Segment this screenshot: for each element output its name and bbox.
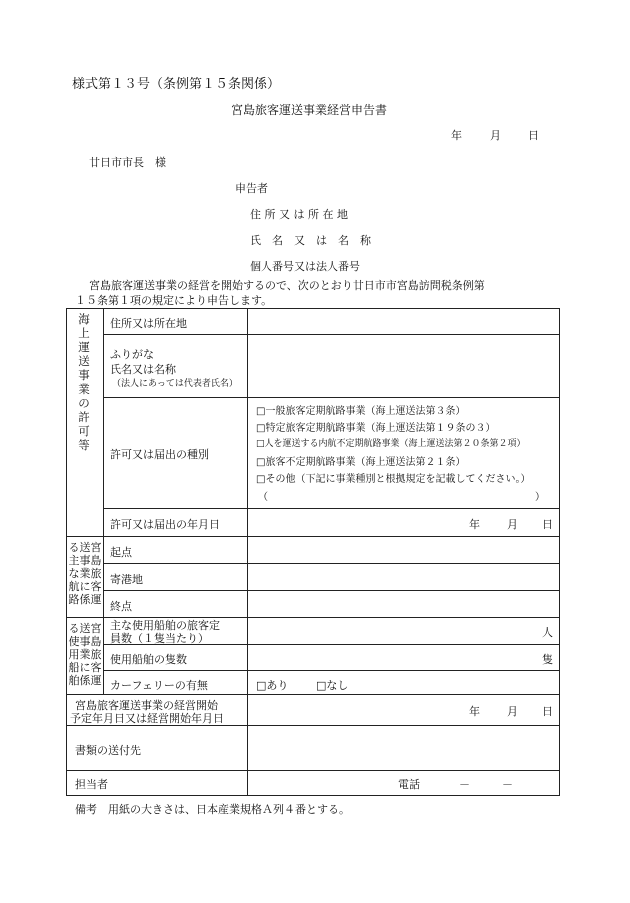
row-label-name-note: （法人にあっては代表者氏名） <box>112 379 238 389</box>
unit-ship: 隻 <box>542 653 553 666</box>
start-date-day: 日 <box>542 705 553 718</box>
permit-option-3[interactable]: □人を運送する内航不定期航路事業（海上運送法第２０条第２項） <box>256 439 526 449</box>
permit-paren-open: （ <box>258 492 268 503</box>
row-label-permit-date: 許可又は届出の年月日 <box>110 518 220 531</box>
date-year: 年 <box>451 129 462 142</box>
row-label-ships: 使用船舶の隻数 <box>110 653 187 666</box>
row-label-kana: ふりがな <box>110 348 154 361</box>
applicant-label: 申告者 <box>235 182 268 195</box>
date-month: 月 <box>490 129 501 142</box>
row-label-start: 起点 <box>110 546 132 559</box>
row-label-port: 寄港地 <box>110 573 143 586</box>
addressee: 廿日市市長 様 <box>89 156 166 169</box>
phone-label: 電話 <box>398 778 420 791</box>
row-label-capacity-1: 主な使用船舶の旅客定 <box>110 619 220 632</box>
row-label-address: 住所又は所在地 <box>110 317 187 330</box>
applicant-address-label: 住 所 又 は 所 在 地 <box>250 208 348 221</box>
row-label-name: 氏名又は名称 <box>110 363 176 376</box>
row-label-end: 終点 <box>110 600 132 613</box>
row-label-capacity-2: 員数（１隻当たり） <box>110 632 209 645</box>
unit-person: 人 <box>542 626 553 639</box>
row-label-contact: 担当者 <box>75 778 108 791</box>
start-date-month: 月 <box>507 705 518 718</box>
row-label-permit-type: 許可又は届出の種別 <box>110 448 209 461</box>
permit-option-4[interactable]: □旅客不定期航路事業（海上運送法第２１条） <box>256 457 466 468</box>
intro-line-1: 宮島旅客運送事業の経営を開始するので、次のとおり廿日市市宮島訪問税条例第 <box>89 279 485 292</box>
row-label-start-date-2: 予定年月日又は経営開始年月日 <box>70 712 224 725</box>
date-day: 日 <box>528 129 539 142</box>
document-title: 宮島旅客運送事業経営申告書 <box>231 103 388 117</box>
form-number: 様式第１３号（条例第１５条関係） <box>72 77 281 92</box>
applicant-id-label: 個人番号又は法人番号 <box>250 260 360 273</box>
phone-dash-2: － <box>502 778 513 791</box>
group-label-maritime-permit: 海 上 運 送 事 業 の 許 可 等 <box>78 312 90 452</box>
permit-date-month: 月 <box>507 518 518 531</box>
applicant-name-label: 氏 名 又 は 名 称 <box>250 234 371 247</box>
group-label-ships: る送宮 使事島 用業旅 船に客 舶係運 <box>68 622 102 687</box>
permit-option-2[interactable]: □特定旅客定期航路事業（海上運送法第１９条の３） <box>256 423 496 434</box>
permit-date-day: 日 <box>542 518 553 531</box>
ferry-no-checkbox[interactable]: □なし <box>316 679 349 692</box>
permit-option-5[interactable]: □その他（下記に事業種別と根拠規定を記載してください。） <box>256 474 531 485</box>
intro-line-2: １５条第１項の規定により申告します。 <box>75 294 273 307</box>
group-label-routes: る送宮 主事島 な業旅 航に客 路係運 <box>68 541 102 606</box>
permit-date-year: 年 <box>469 518 480 531</box>
permit-paren-close: ） <box>535 492 545 503</box>
ferry-yes-checkbox[interactable]: □あり <box>256 679 289 692</box>
row-label-start-date-1: 宮島旅客運送事業の経営開始 <box>75 699 218 712</box>
row-label-destination: 書類の送付先 <box>75 744 141 757</box>
row-label-ferry: カーフェリーの有無 <box>110 679 208 692</box>
phone-dash-1: － <box>459 778 470 791</box>
permit-option-1[interactable]: □一般旅客定期航路事業（海上運送法第３条） <box>256 406 466 417</box>
start-date-year: 年 <box>469 705 480 718</box>
footnote: 備考 用紙の大きさは、日本産業規格Ａ列４番とする。 <box>75 803 350 816</box>
